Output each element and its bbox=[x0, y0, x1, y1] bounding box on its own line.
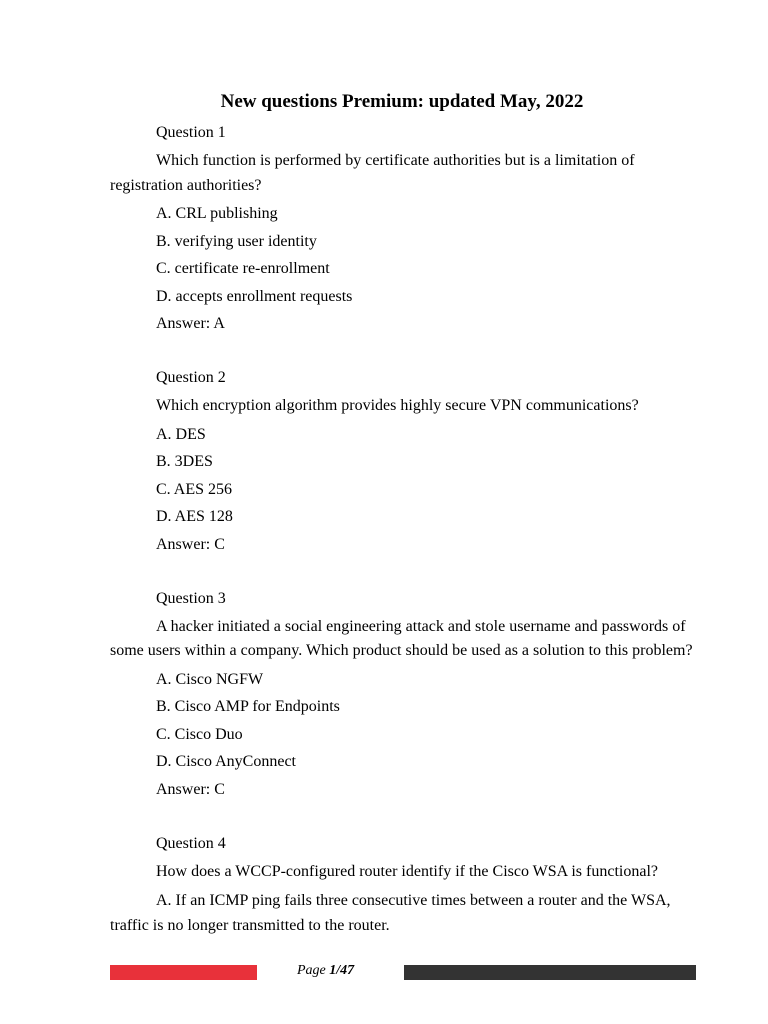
correct-answer: Answer: C bbox=[156, 780, 225, 798]
page-number: 1/47 bbox=[329, 963, 355, 978]
question-label: Question 4 bbox=[156, 834, 226, 852]
question-list bbox=[110, 122, 700, 943]
question-label: Question 1 bbox=[156, 124, 226, 141]
answer-option: C. AES 256 bbox=[156, 480, 233, 498]
answer-option: B. 3DES bbox=[156, 453, 213, 470]
question-block bbox=[110, 833, 700, 939]
question-block bbox=[110, 122, 700, 335]
answer-option: D. accepts enrollment requests bbox=[156, 287, 353, 305]
answer-option: C. certificate re-enrollment bbox=[156, 260, 330, 277]
page-indicator bbox=[297, 962, 354, 980]
question-stem: How does a WCCP-configured router identify if the Cisco WSA is functional? bbox=[156, 862, 658, 880]
question-stem: A hacker initiated a social engineering attack and stole username and passwords of some users within a company. Which product should be used as a solution to this problem? bbox=[110, 617, 693, 659]
answer-option: D. Cisco AnyConnect bbox=[156, 753, 296, 770]
answer-option: D. AES 128 bbox=[156, 508, 233, 525]
question-label: Question 3 bbox=[156, 589, 226, 607]
question-stem: Which encryption algorithm provides highly secure VPN communications? bbox=[156, 397, 639, 414]
answer-option: A. CRL publishing bbox=[156, 205, 278, 222]
question-label: Question 2 bbox=[156, 369, 226, 386]
answer-option: C. Cisco Duo bbox=[156, 725, 243, 743]
footer-accent-bar-right bbox=[404, 965, 696, 980]
correct-answer: Answer: C bbox=[156, 535, 225, 553]
answer-option: A. If an ICMP ping fails three consecutive times between a router and the WSA, traffic is no longer transmitted to the router. bbox=[110, 892, 671, 934]
question-block bbox=[110, 588, 700, 801]
document-title: New questions Premium: updated May, 2022 bbox=[220, 91, 584, 112]
correct-answer: Answer: A bbox=[156, 315, 225, 332]
answer-option: B. verifying user identity bbox=[156, 232, 317, 250]
question-block bbox=[110, 367, 700, 556]
page-prefix: Page bbox=[297, 963, 326, 978]
footer-accent-bar-left bbox=[110, 965, 257, 980]
answer-option: A. DES bbox=[156, 425, 206, 443]
question-stem: Which function is performed by certificate authorities but is a limitation of registration authorities? bbox=[110, 152, 635, 194]
answer-option: A. Cisco NGFW bbox=[156, 670, 264, 688]
answer-option: B. Cisco AMP for Endpoints bbox=[156, 698, 340, 715]
